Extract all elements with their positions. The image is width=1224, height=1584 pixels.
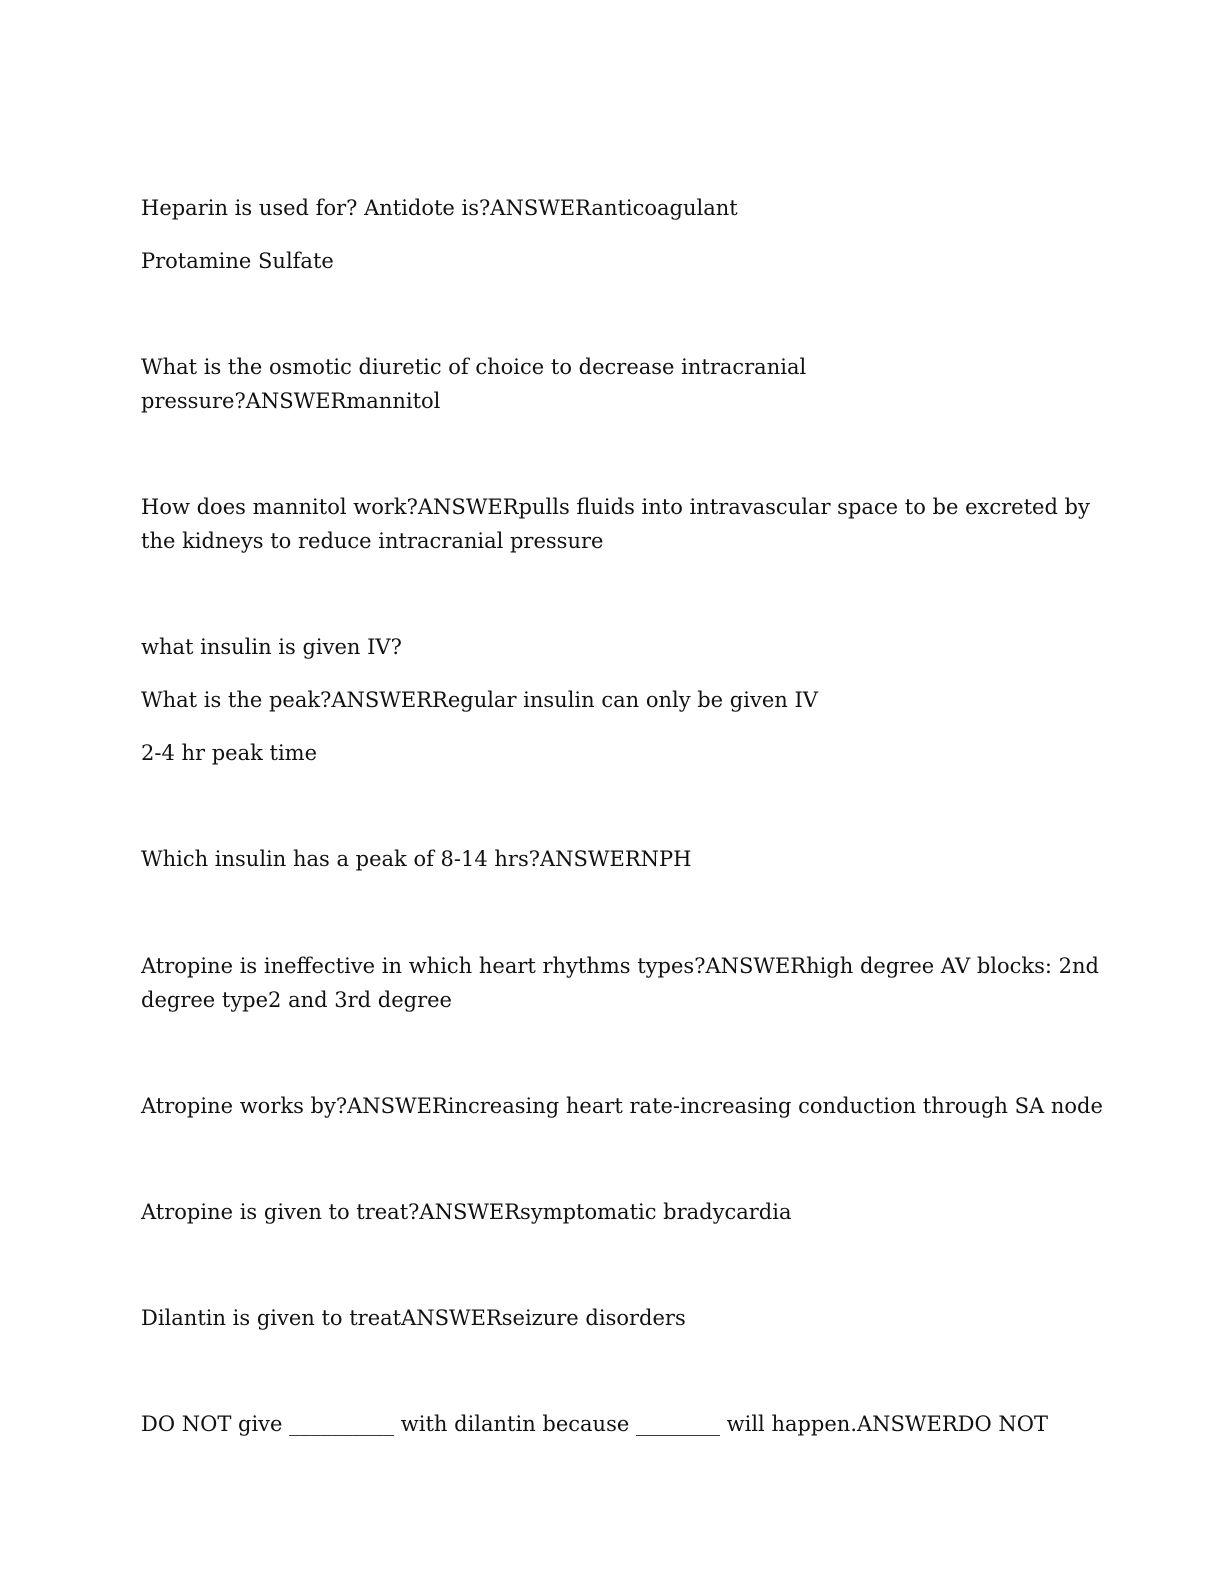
text-line: Heparin is used for? Antidote is?ANSWERanticoagulant <box>141 196 738 220</box>
text-line: Which insulin has a peak of 8-14 hrs?ANSWERNPH <box>141 847 692 871</box>
text-line: Dilantin is given to treatANSWERseizure disorders <box>141 1306 686 1330</box>
text-line: How does mannitol work?ANSWERpulls fluids into intravascular space to be excreted by <box>141 495 1090 519</box>
text-line: What is the peak?ANSWERRegular insulin can only be given IV <box>141 688 818 712</box>
text-line: what insulin is given IV? <box>141 635 402 659</box>
text-line: What is the osmotic diuretic of choice to decrease intracranial <box>141 355 807 379</box>
text-line: Atropine is given to treat?ANSWERsymptomatic bradycardia <box>141 1200 792 1224</box>
text-line: the kidneys to reduce intracranial pressure <box>141 529 604 553</box>
text-line: degree type2 and 3rd degree <box>141 988 452 1012</box>
text-line: pressure?ANSWERmannitol <box>141 389 441 413</box>
text-line: Atropine is ineffective in which heart rhythms types?ANSWERhigh degree AV blocks: 2nd <box>141 954 1099 978</box>
text-line: Atropine works by?ANSWERincreasing heart rate-increasing conduction through SA node <box>141 1094 1103 1118</box>
text-line: 2-4 hr peak time <box>141 741 318 765</box>
text-line: DO NOT give __________ with dilantin because ________ will happen.ANSWERDO NOT <box>141 1412 1048 1436</box>
text-line: Protamine Sulfate <box>141 249 334 273</box>
